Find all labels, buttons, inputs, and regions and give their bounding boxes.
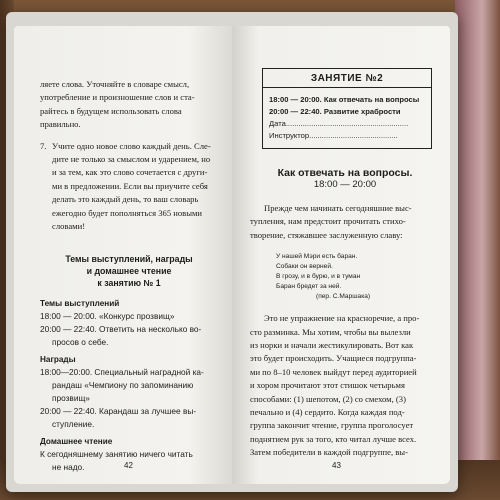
text-line: словами! xyxy=(52,221,86,232)
reading-heading: Домашнее чтение xyxy=(40,437,113,447)
intro-paragraph xyxy=(250,202,440,242)
text-line: и за тем, как это слово сочетается с други- xyxy=(52,167,208,178)
text-line: творение, стяжавшее заслуженную славу: xyxy=(250,229,403,240)
entry-line: не надо. xyxy=(52,462,85,473)
section-time: 18:00 — 20:00 xyxy=(313,179,377,190)
body-paragraph xyxy=(250,312,440,459)
title-line: к занятию № 1 xyxy=(97,278,161,289)
right-page xyxy=(232,26,450,484)
entry-line: 18:00—20:00. Специальный наградной ка- xyxy=(40,367,204,378)
text-line: Это не упражнение на красноречие, а про- xyxy=(264,313,420,324)
text-line: тупления, нам предстоит прочитать стихо- xyxy=(250,216,406,227)
text-line: поднятием рук за того, кто читал лучше всех. xyxy=(250,433,417,444)
text-line: делать это каждый день, то ваш словарь xyxy=(52,194,199,205)
text-line: дите не только за смыслом и ударением, но xyxy=(52,154,211,165)
section-title xyxy=(40,253,218,289)
instructor-field: Инструктор.......................................... xyxy=(269,131,398,140)
date-field: Дата.......................................................... xyxy=(269,119,409,128)
text-line: сто разминка. Мы хотим, чтобы вы вылезли xyxy=(250,326,411,337)
text-line: райтесь в будущем использовать слова xyxy=(40,105,182,116)
left-page xyxy=(14,26,232,484)
section-heading: Как отвечать на вопросы. xyxy=(277,167,413,179)
text-line: ежегодно будет пополняться 365 новыми xyxy=(52,207,203,218)
title-line: Темы выступлений, награды xyxy=(65,254,193,265)
poem-line: Баран бредет за ней. xyxy=(276,283,342,291)
open-book xyxy=(6,12,458,492)
poem-line: Собаки он верней. xyxy=(276,263,333,271)
text-line: правильно. xyxy=(40,119,81,130)
lesson-line: 18:00 — 20:00. Как отвечать на вопросы xyxy=(269,95,420,104)
list-number: 7. xyxy=(40,140,47,151)
text-line: ляете слова. Уточняйте в словаре смысл, xyxy=(40,79,190,89)
text-line: Затем победители в каждой подгруппе, вы- xyxy=(250,447,408,458)
title-line: и домашнее чтение xyxy=(86,266,172,277)
left-top-paragraph xyxy=(40,78,218,132)
awards-heading: Награды xyxy=(40,355,76,365)
lesson-box xyxy=(262,68,432,149)
text-line: группа закончит чтение, группа проголосует xyxy=(250,420,414,431)
entry-line: просов о себе. xyxy=(52,337,109,348)
text-line: употребление и произношение слов и ста- xyxy=(40,92,195,103)
lesson-title: ЗАНЯТИЕ №2 xyxy=(263,69,431,88)
list-item-7 xyxy=(40,140,218,234)
pink-cloth-edge xyxy=(455,0,500,500)
text-line: это будет происходить. Учащиеся подгруппа- xyxy=(250,353,417,364)
text-line: печально и (4) сердито. Когда каждая под- xyxy=(250,407,405,418)
text-line: Прежде чем начинать сегодняшние выс- xyxy=(264,203,412,213)
page-number: 43 xyxy=(332,461,341,470)
entry-line: прозвищ» xyxy=(52,393,90,404)
entry-line: рандаш «Чемпиону по запоминанию xyxy=(52,380,194,391)
entry-line: 18:00 — 20:00. «Конкурс прозвищ» xyxy=(40,311,175,322)
poem xyxy=(276,252,440,302)
page-number: 42 xyxy=(124,461,133,470)
text-line: ми в предложении. Если вы приучите себя xyxy=(52,180,208,191)
entry-line: 20:00 — 22:40. Ответить на несколько во- xyxy=(40,324,202,335)
text-line: из норки и начали жестикулировать. Вот как xyxy=(250,340,414,351)
entry-line: К сегодняшнему занятию ничего читать xyxy=(40,449,193,460)
entry-line: 20:00 — 22:40. Карандаш за лучшее вы- xyxy=(40,406,197,417)
poem-line: В грозу, и в бурю, и в туман xyxy=(276,273,361,281)
text-line: способами: (1) шепотом, (2) со смехом, (3) xyxy=(250,393,406,404)
poem-line: У нашей Мэри есть баран. xyxy=(276,253,358,261)
text-line: Учите одно новое слово каждый день. Сле- xyxy=(52,140,211,151)
text-line: и хором прочитают этот стишок четырьмя xyxy=(250,380,405,391)
entry-line: ступление. xyxy=(52,419,95,430)
themes-heading: Темы выступлений xyxy=(40,299,120,309)
text-line: ми по 8–10 человек выйдут перед аудиторией xyxy=(250,366,417,377)
lesson-line: 20:00 — 22:40. Развитие храбрости xyxy=(269,107,401,116)
poem-attribution: (пер. С.Маршака) xyxy=(316,293,371,301)
